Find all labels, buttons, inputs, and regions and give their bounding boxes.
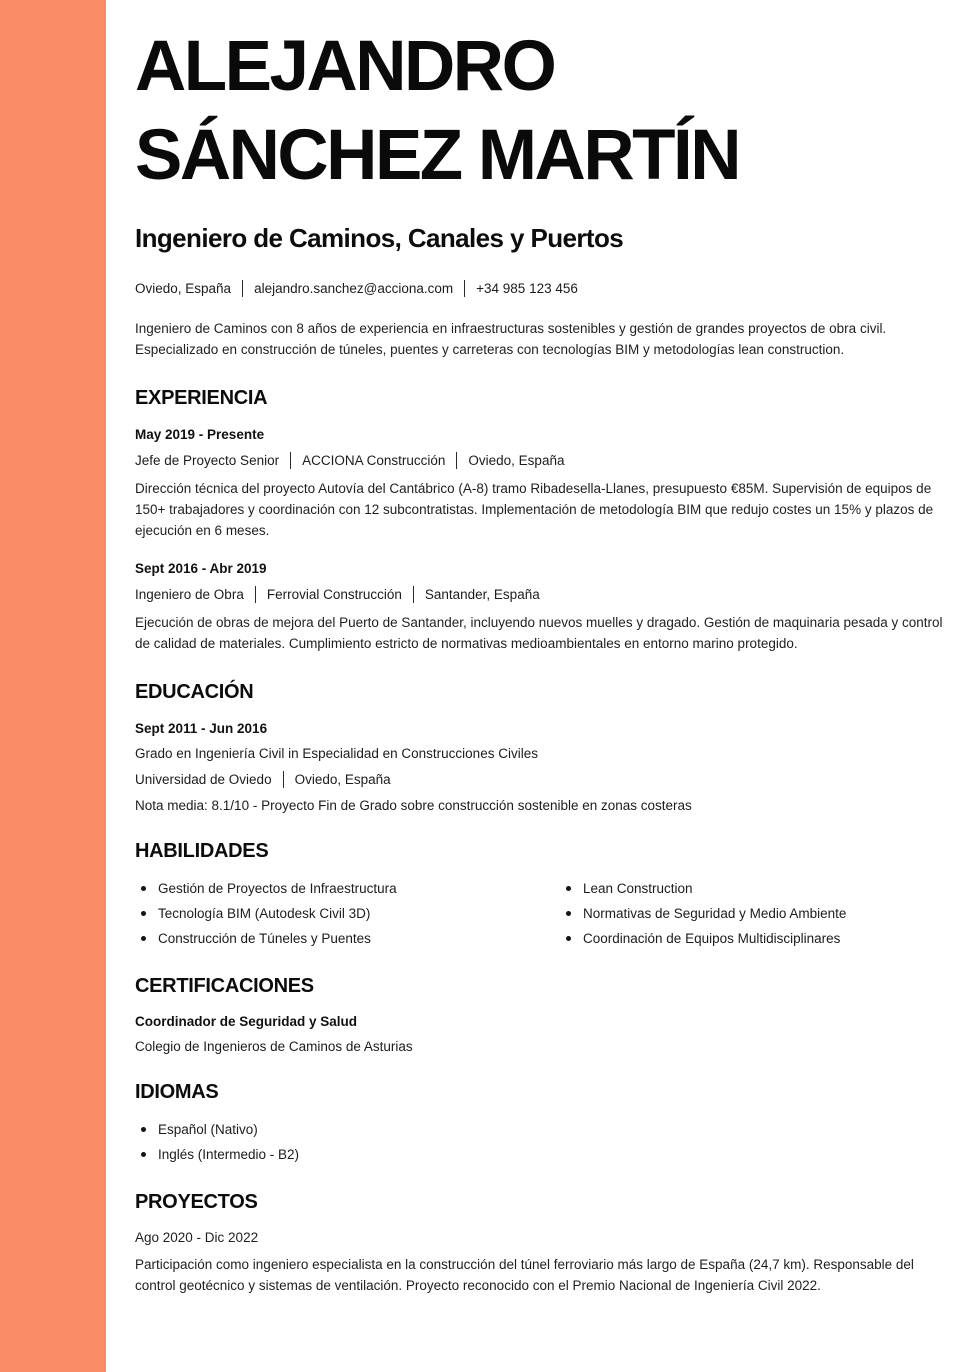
section-heading-certificaciones: CERTIFICACIONES bbox=[135, 974, 314, 997]
skill-label: Tecnología BIM (Autodesk Civil 3D) bbox=[158, 905, 371, 921]
role-separator bbox=[255, 586, 256, 603]
bullet-icon bbox=[141, 1152, 146, 1157]
language-item bbox=[135, 1120, 945, 1139]
contact-row bbox=[135, 280, 945, 297]
education-location: Oviedo, España bbox=[294, 771, 391, 787]
education-note: Nota media: 8.1/10 - Proyecto Fin de Grado sobre construcción sostenible en zonas costeras bbox=[135, 797, 692, 813]
skill-item bbox=[135, 879, 560, 898]
bullet-icon bbox=[141, 886, 146, 891]
section-proyectos bbox=[135, 1191, 945, 1296]
role-separator bbox=[290, 452, 291, 469]
contact-phone: +34 985 123 456 bbox=[476, 280, 578, 296]
experience-position: Ingeniero de Obra bbox=[135, 586, 244, 602]
skill-item bbox=[135, 904, 560, 923]
contact-separator bbox=[242, 280, 243, 297]
experience-company: Ferrovial Construcción bbox=[266, 586, 402, 602]
skill-label: Coordinación de Equipos Multidisciplinares bbox=[583, 930, 841, 946]
section-heading-habilidades: HABILIDADES bbox=[135, 839, 269, 862]
skill-label: Gestión de Proyectos de Infraestructura bbox=[158, 880, 397, 896]
language-item bbox=[135, 1145, 945, 1164]
job-title: Ingeniero de Caminos, Canales y Puertos bbox=[135, 222, 624, 253]
experience-description: Dirección técnica del proyecto Autovía del Cantábrico (A-8) tramo Ribadesella-Llanes, presupuesto €85M. Supervisión de equipos de 150+ trabajadores y coordinación con 12 subcontratistas. Implementación de metodología BIM que redujo costes un 15% y plazos de ejecución en 6 meses. bbox=[135, 480, 934, 538]
section-experiencia bbox=[135, 387, 945, 654]
candidate-name-line1: ALEJANDRO bbox=[135, 27, 555, 106]
skills-column-2 bbox=[560, 879, 945, 948]
skill-label: Lean Construction bbox=[583, 880, 693, 896]
skill-label: Construcción de Túneles y Puentes bbox=[158, 930, 371, 946]
education-school: Universidad de Oviedo bbox=[135, 771, 272, 787]
bullet-icon bbox=[566, 886, 571, 891]
experience-entry bbox=[135, 427, 945, 541]
skills-grid bbox=[135, 879, 945, 948]
project-description: Participación como ingeniero especialista en la construcción del túnel ferroviario más largo de España (24,7 km). Responsable del control geotécnico y sistemas de ventilación. Proyecto reconocido con el Premio Nacional de Ingeniería Civil 2022. bbox=[135, 1256, 914, 1293]
experience-position: Jefe de Proyecto Senior bbox=[135, 452, 280, 468]
section-heading-experiencia: EXPERIENCIA bbox=[135, 386, 268, 409]
experience-description: Ejecución de obras de mejora del Puerto de Santander, incluyendo nuevos muelles y dragado. Gestión de maquinaria pesada y control de calidad de materiales. Cumplimiento estricto de normativas medioambientales en entorno marino protegido. bbox=[135, 614, 943, 651]
experience-entry bbox=[135, 561, 945, 654]
contact-separator bbox=[464, 280, 465, 297]
certification-name: Coordinador de Seguridad y Salud bbox=[135, 1013, 358, 1029]
section-habilidades bbox=[135, 840, 945, 948]
languages-list bbox=[135, 1120, 945, 1164]
accent-sidebar-stripe bbox=[0, 0, 106, 1372]
bullet-icon bbox=[566, 936, 571, 941]
school-separator bbox=[283, 771, 284, 788]
contact-location: Oviedo, España bbox=[135, 280, 232, 296]
language-label: Inglés (Intermedio - B2) bbox=[158, 1146, 300, 1162]
education-school-row bbox=[135, 771, 945, 788]
role-separator bbox=[456, 452, 457, 469]
contact-email: alejandro.sanchez@acciona.com bbox=[254, 280, 454, 296]
skill-item bbox=[560, 904, 945, 923]
skill-item bbox=[135, 929, 560, 948]
language-label: Español (Nativo) bbox=[158, 1121, 258, 1137]
experience-dates: May 2019 - Presente bbox=[135, 426, 265, 442]
experience-role-row bbox=[135, 452, 945, 469]
bullet-icon bbox=[566, 911, 571, 916]
section-heading-idiomas: IDIOMAS bbox=[135, 1080, 219, 1103]
section-certificaciones bbox=[135, 975, 945, 1054]
role-separator bbox=[413, 586, 414, 603]
section-idiomas bbox=[135, 1081, 945, 1164]
bullet-icon bbox=[141, 1127, 146, 1132]
section-educacion bbox=[135, 681, 945, 813]
skills-column-1 bbox=[135, 879, 560, 948]
candidate-name bbox=[135, 23, 945, 201]
section-heading-proyectos: PROYECTOS bbox=[135, 1190, 258, 1213]
resume-content bbox=[135, 0, 945, 1296]
experience-location: Santander, España bbox=[424, 586, 540, 602]
bullet-icon bbox=[141, 936, 146, 941]
experience-location: Oviedo, España bbox=[468, 452, 565, 468]
section-heading-educacion: EDUCACIÓN bbox=[135, 680, 254, 703]
candidate-name-line2: SÁNCHEZ MARTÍN bbox=[135, 115, 739, 195]
bullet-icon bbox=[141, 911, 146, 916]
skill-item bbox=[560, 929, 945, 948]
education-degree: Grado en Ingeniería Civil in Especialidad en Construcciones Civiles bbox=[135, 745, 538, 761]
certification-issuer: Colegio de Ingenieros de Caminos de Asturias bbox=[135, 1038, 413, 1054]
project-dates: Ago 2020 - Dic 2022 bbox=[135, 1229, 259, 1245]
education-dates: Sept 2011 - Jun 2016 bbox=[135, 720, 268, 736]
professional-summary: Ingeniero de Caminos con 8 años de experiencia en infraestructuras sostenibles y gestión de grandes proyectos de obra civil. Especializado en construcción de túneles, puentes y carreteras con tecnologías BIM y metodologías lean construction. bbox=[135, 320, 887, 357]
experience-company: ACCIONA Construcción bbox=[302, 452, 446, 468]
experience-role-row bbox=[135, 586, 945, 603]
skill-label: Normativas de Seguridad y Medio Ambiente bbox=[583, 905, 847, 921]
skill-item bbox=[560, 879, 945, 898]
experience-dates: Sept 2016 - Abr 2019 bbox=[135, 560, 267, 576]
